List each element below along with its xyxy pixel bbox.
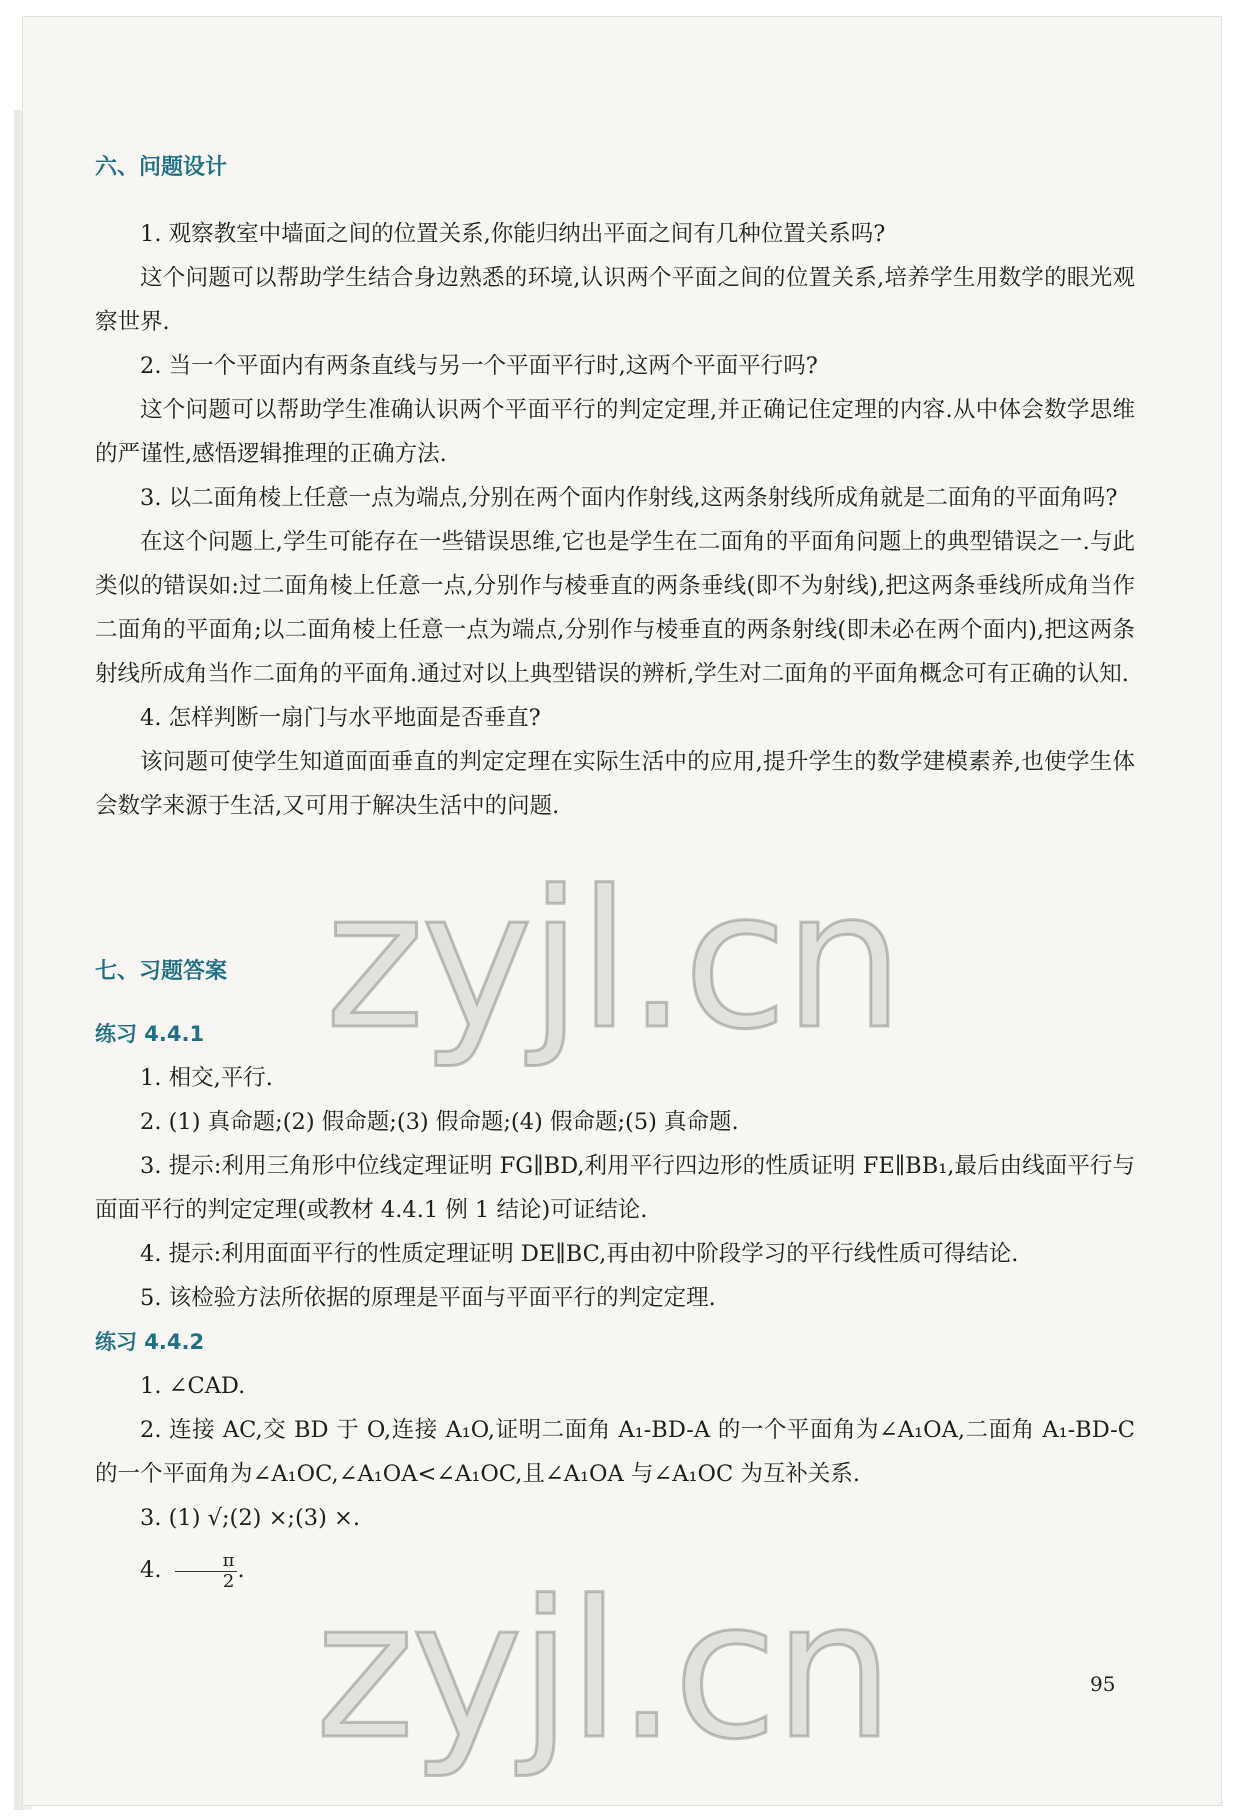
fraction-numerator: π (175, 1551, 238, 1572)
ex1-item-3: 3. 提示:利用三角形中位线定理证明 FG∥BD,利用平行四边形的性质证明 FE∥BB₁,最后由线面平行与面面平行的判定定理(或教材 4.4.1 例 1 结论)可证结论. (95, 1153, 1135, 1223)
section-7-title: 七、习题答案 (95, 959, 228, 984)
fraction-denominator: 2 (222, 1570, 235, 1592)
answer-2: 这个问题可以帮助学生准确认识两个平面平行的判定定理,并正确记住定理的内容.从中体会数学思维的严谨性,感悟逻辑推理的正确方法. (95, 397, 1135, 467)
answer-4: 该问题可使学生知道面面垂直的判定定理在实际生活中的应用,提升学生的数学建模素养,也使学生体会数学来源于生活,又可用于解决生活中的问题. (95, 749, 1135, 819)
question-2: 2. 当一个平面内有两条直线与另一个平面平行时,这两个平面平行吗? (140, 353, 818, 379)
ex2-item-3: 3. (1) √;(2) ×;(3) ×. (140, 1505, 361, 1531)
ex2-item-1: 1. ∠CAD. (140, 1373, 246, 1399)
watermark-bottom: zyjl.cn (315, 1560, 891, 1781)
ex1-item-4: 4. 提示:利用面面平行的性质定理证明 DE∥BC,再由初中阶段学习的平行线性质可得结论. (140, 1241, 1019, 1267)
page-number: 95 (1090, 1672, 1116, 1696)
exercise-442-title: 练习 4.4.2 (95, 1330, 205, 1354)
answer-3: 在这个问题上,学生可能存在一些错误思维,它也是学生在二面角的平面角问题上的典型错误之一.与此类似的错误如:过二面角棱上任意一点,分别作与棱垂直的两条垂线(即不为射线),把这两条垂线所成角当作二面角的平面角;以二面角棱上任意一点为端点,分别作与棱垂直的两条射线(即未必在两个面内),把这两条射线所成角当作二面角的平面角.通过对以上典型错误的辨析,学生对二面角的平面角概念可有正确的认知. (95, 529, 1135, 687)
pi-over-2-fraction (175, 1551, 238, 1592)
answer-1: 这个问题可以帮助学生结合身边熟悉的环境,认识两个平面之间的位置关系,培养学生用数学的眼光观察世界. (95, 265, 1135, 335)
ex1-item-1: 1. 相交,平行. (140, 1065, 273, 1091)
question-1: 1. 观察教室中墙面之间的位置关系,你能归纳出平面之间有几种位置关系吗? (140, 221, 886, 247)
exercise-441-title: 练习 4.4.1 (95, 1022, 205, 1046)
section-6 (95, 146, 1135, 828)
ex2-item-4-suffix: . (237, 1557, 245, 1583)
ex2-item-2: 2. 连接 AC,交 BD 于 O,连接 A₁O,证明二面角 A₁-BD-A 的一个平面角为∠A₁OA,二面角 A₁-BD-C 的一个平面角为∠A₁OC,∠A₁OA<∠A₁OC,且∠A₁OA 与∠A₁OC 为互补关系. (95, 1417, 1135, 1487)
section-6-title: 六、问题设计 (95, 155, 228, 180)
ex2-item-4-prefix: 4. (140, 1557, 162, 1583)
question-4: 4. 怎样判断一扇门与水平地面是否垂直? (140, 705, 541, 731)
question-3: 3. 以二面角棱上任意一点为端点,分别在两个面内作射线,这两条射线所成角就是二面角的平面角吗? (140, 485, 1118, 511)
watermark-top: zyjl.cn (325, 850, 901, 1071)
ex1-item-2: 2. (1) 真命题;(2) 假命题;(3) 假命题;(4) 假命题;(5) 真命题. (140, 1109, 739, 1135)
ex1-item-5: 5. 该检验方法所依据的原理是平面与平面平行的判定定理. (140, 1285, 716, 1311)
